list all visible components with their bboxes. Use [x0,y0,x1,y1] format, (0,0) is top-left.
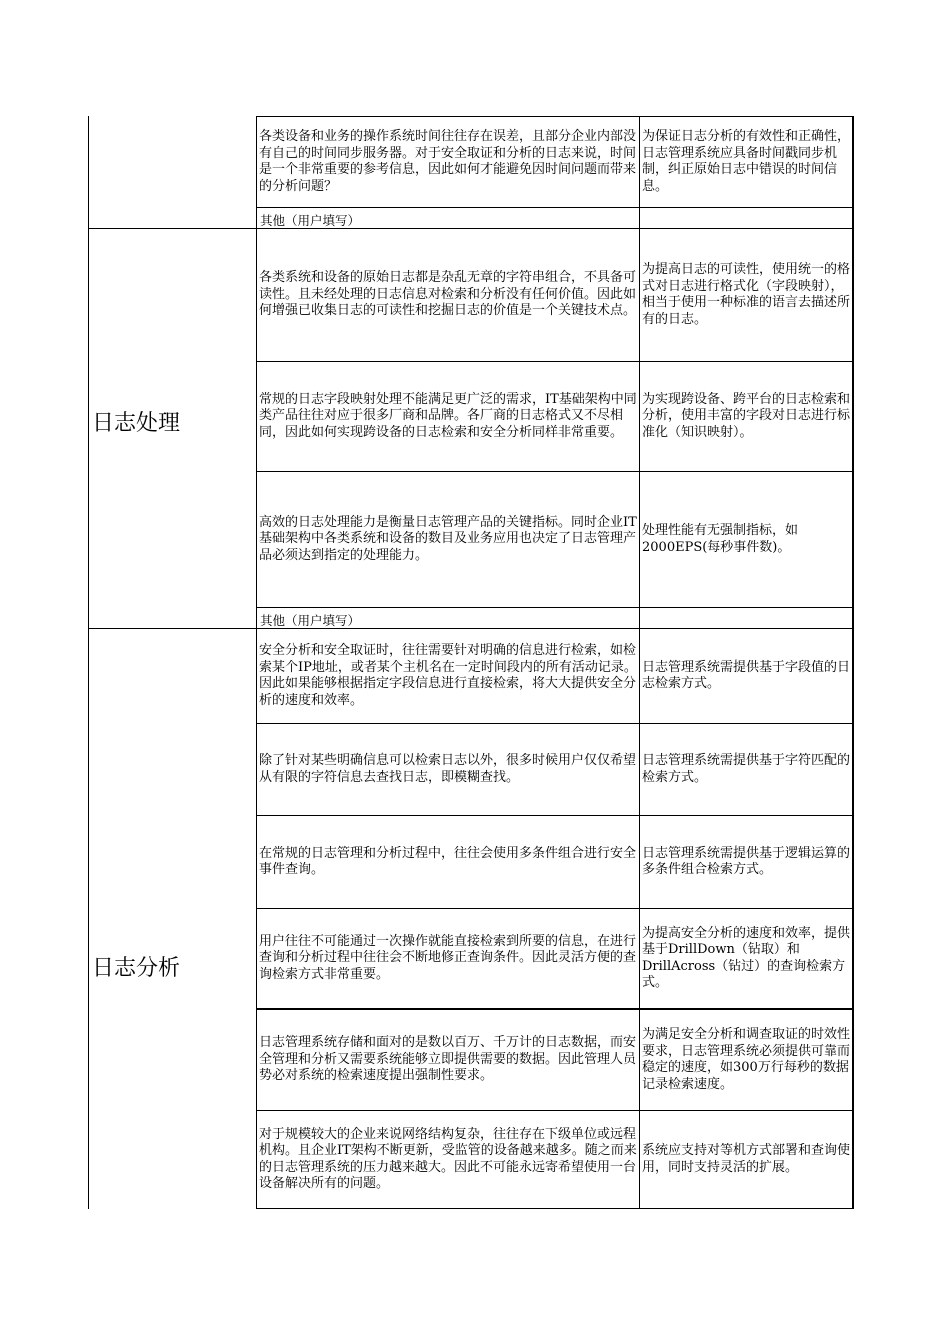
solution-text: 系统应支持对等机方式部署和查询使用，同时支持灵活的扩展。 [642,1143,851,1175]
solution-cell [640,909,852,1008]
solution-text: 为提高安全分析的速度和效率，提供基于DrillDown（钻取）和DrillAcross（钻过）的查询检索方式。 [642,925,851,990]
solution-cell [640,724,852,815]
problem-text: 各类设备和业务的操作系统时间往往存在误差，且部分企业内部没有自己的时间同步服务器。对于安全取证和分析的日志来说，时间是一个非常重要的参考信息，因此如何才能避免因时间问题而带来的分析问题？ [259,129,637,194]
problem-text: 日志管理系统存储和面对的是数以百万、千万计的日志数据，而安全管理和分析又需要系统能够立即提供需要的数据。因此管理人员势必对系统的检索速度提出强制性要求。 [259,1035,637,1084]
problem-cell [257,629,639,723]
other-user-fill-label: 其他（用户填写） [260,614,361,628]
problem-text: 用户往往不可能通过一次操作就能直接检索到所要的信息，在进行查询和分析过程中往往会不断地修正查询条件。因此灵活方便的查询检索方式非常重要。 [259,933,637,982]
solution-text: 处理性能有无强制指标，如2000EPS(每秒事件数)。 [642,523,799,555]
solution-cell [640,1010,852,1110]
problem-cell [257,909,639,1008]
solution-cell [640,362,852,471]
row-divider [256,607,854,608]
table-left-border [88,116,89,1209]
problem-text: 在常规的日志管理和分析过程中，往往会使用多条件组合进行安全事件查询。 [259,845,637,877]
table-right-border [852,116,854,1209]
solution-cell [640,229,852,361]
solution-cell [640,117,852,207]
other-user-fill-label: 其他（用户填写） [260,214,361,228]
solution-cell [640,629,852,723]
row-divider [256,207,854,208]
problem-text: 安全分析和安全取证时，往往需要针对明确的信息进行检索，如检索某个IP地址，或者某个主机名在一定时间段内的所有活动记录。因此如果能够根据指定字段信息进行直接检索，将大大提供安全分析的速度和效率。 [259,643,637,708]
problem-cell [257,816,639,908]
problem-cell [257,229,639,361]
solution-cell [640,1111,852,1208]
solution-text: 为提高日志的可读性，使用统一的格式对日志进行格式化（字段映射），相当于使用一种标准的语言去描述所有的日志。 [642,262,851,327]
category-label-log-processing: 日志处理 [92,411,181,436]
problem-cell [257,472,639,607]
problem-text: 常规的日志字段映射处理不能满足更广泛的需求，IT基础架构中同类产品往往对应于很多厂商和品牌。各厂商的日志格式又不尽相同，因此如何实现跨设备的日志检索和安全分析同样非常重要。 [259,391,637,440]
category-label-log-analysis: 日志分析 [92,956,181,981]
problem-cell [257,724,639,815]
problem-text: 对于规模较大的企业来说网络结构复杂，往往存在下级单位或远程机构。且企业IT架构不断更新，受监管的设备越来越多。随之而来的日志管理系统的压力越来越大。因此不可能永远寄希望使用一台设备解决所有的问题。 [259,1126,637,1191]
problem-cell [257,362,639,471]
solution-cell [640,816,852,908]
problem-cell [257,1010,639,1110]
problem-text: 高效的日志处理能力是衡量日志管理产品的关键指标。同时企业IT基础架构中各类系统和设备的数目及业务应用也决定了日志管理产品必须达到指定的处理能力。 [259,514,637,563]
problem-text: 各类系统和设备的原始日志都是杂乱无章的字符串组合，不具备可读性。且未经处理的日志信息对检索和分析没有任何价值。因此如何增强已收集日志的可读性和挖掘日志的价值是一个关键技术点。 [259,270,637,319]
solution-text: 日志管理系统需提供基于字段值的日志检索方式。 [642,659,851,691]
problem-cell [257,117,639,207]
problem-text: 除了针对某些明确信息可以检索日志以外，很多时候用户仅仅希望从有限的字符信息去查找日志，即模糊查找。 [259,753,637,785]
solution-text: 为保证日志分析的有效性和正确性，日志管理系统应具备时间戳同步机制，纠正原始日志中错误的时间信息。 [642,129,851,194]
solution-text: 为实现跨设备、跨平台的日志检索和分析，使用丰富的字段对日志进行标准化（知识映射）。 [642,391,851,440]
solution-text: 日志管理系统需提供基于字符匹配的检索方式。 [642,753,851,785]
problem-cell [257,1111,639,1208]
solution-text: 日志管理系统需提供基于逻辑运算的多条件组合检索方式。 [642,845,851,877]
table-bottom-border [256,1208,854,1209]
solution-text: 为满足安全分析和调查取证的时效性要求，日志管理系统必须提供可靠而稳定的速度，如300万行每秒的数据记录检索速度。 [642,1027,851,1092]
solution-cell [640,472,852,607]
